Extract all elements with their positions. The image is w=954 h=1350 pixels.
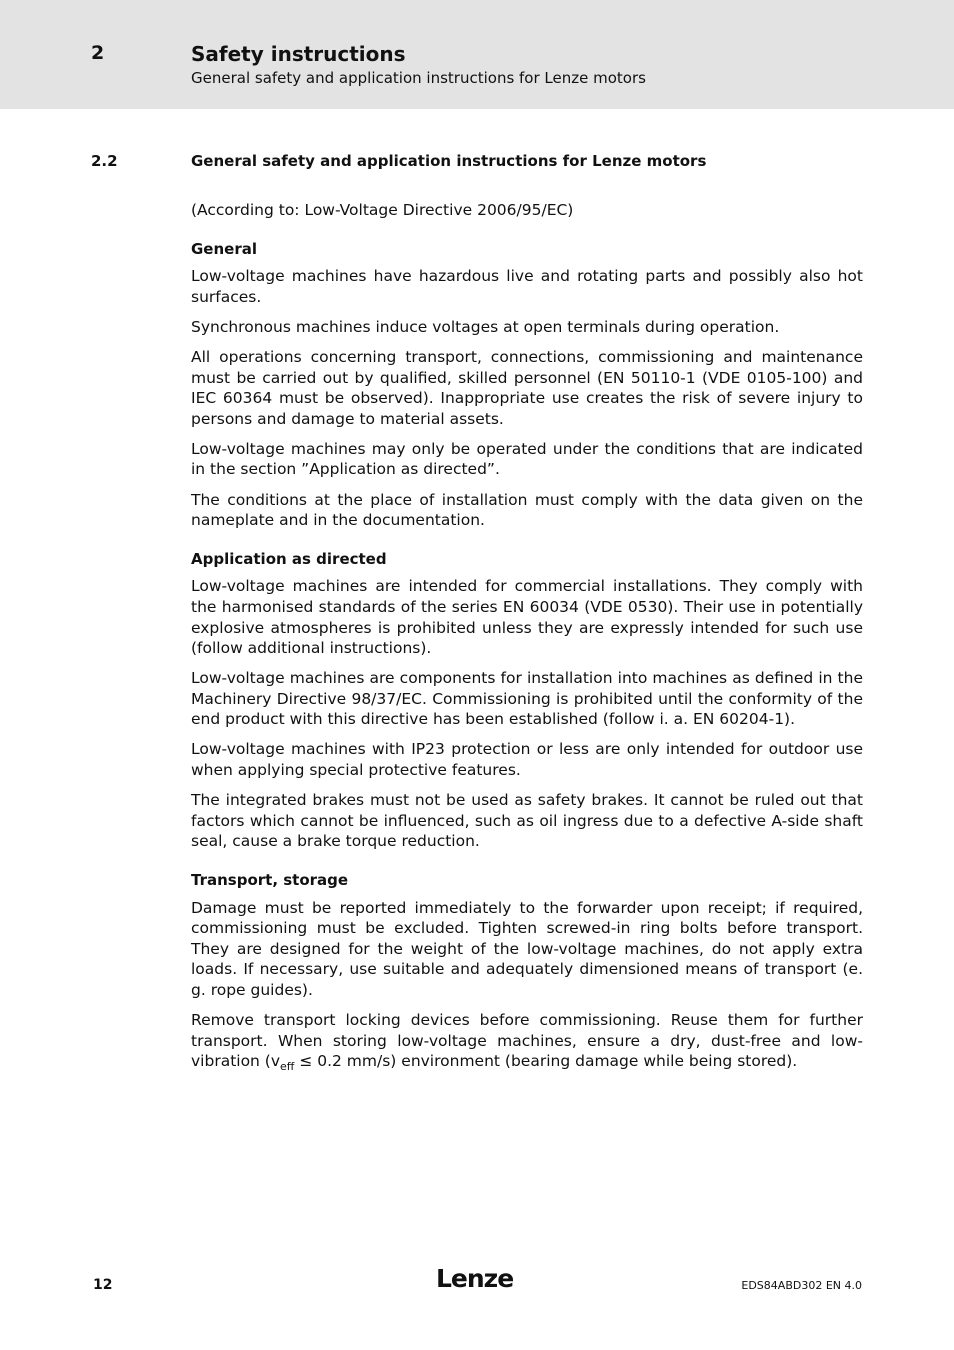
- general-paragraph: The conditions at the place of installation must comply with the data given on the nameplate and in the documentation.: [191, 490, 863, 530]
- chapter-title: Safety instructions: [191, 42, 406, 66]
- general-paragraph: Low-voltage machines may only be operated under the conditions that are indicated in the section ”Application as directed”.: [191, 439, 863, 479]
- chapter-number: 2: [91, 42, 105, 64]
- heading-general: General: [191, 239, 257, 258]
- section-body: [191, 200, 863, 1081]
- general-paragraph: Synchronous machines induce voltages at open terminals during operation.: [191, 317, 780, 336]
- section-number: 2.2: [91, 152, 118, 170]
- application-paragraph: Low-voltage machines are components for installation into machines as defined in the Machinery Directive 98/37/EC. Commissioning is prohibited until the conformity of the end product with this directive has been established (follow i. a. EN 60204-1).: [191, 669, 863, 729]
- heading-application: Application as directed: [191, 549, 387, 568]
- directive-reference: (According to: Low-Voltage Directive 2006/95/EC): [191, 201, 574, 219]
- application-paragraph: Low-voltage machines are intended for commercial installations. They comply with the harmonised standards of the series EN 60034 (VDE 0530). Their use in potentially explosive atmospheres is prohibited unless they are expressly intended for such use (follow additional instructions).: [191, 577, 863, 658]
- transport-paragraph: Damage must be reported immediately to the forwarder upon receipt; if required, commissioning must be excluded. Tighten screwed-in ring bolts before transport. They are designed for the weight of the low-voltage machines, do not apply extra loads. If necessary, use suitable and adequately dimensioned means of transport (e. g. rope guides).: [191, 898, 863, 999]
- application-paragraph: Low-voltage machines with IP23 protection or less are only intended for outdoor use when applying special protective features.: [191, 740, 863, 780]
- chapter-subtitle: General safety and application instructions for Lenze motors: [191, 69, 646, 87]
- transport-text-end: ≤ 0.2 mm/s) environment (bearing damage while being stored).: [294, 1052, 798, 1071]
- heading-transport: Transport, storage: [191, 870, 349, 889]
- general-paragraph: Low-voltage machines have hazardous live and rotating parts and possibly also hot surfaces.: [191, 267, 863, 306]
- section-title: General safety and application instructions for Lenze motors: [191, 152, 707, 170]
- application-paragraph: The integrated brakes must not be used as safety brakes. It cannot be ruled out that factors which cannot be influenced, such as oil ingress due to a defective A-side shaft seal, cause a brake torque reduction.: [191, 791, 863, 851]
- transport-text-start: Remove transport locking devices before commissioning. Reuse them for further transport. When storing low-voltage machines, ensure a dry, dust-free and low-vibration (v: [191, 1011, 863, 1071]
- transport-paragraph: [191, 1010, 863, 1072]
- page-number: 12: [93, 1277, 113, 1293]
- page-header: [0, 0, 954, 109]
- subscript-eff: eff: [280, 1060, 295, 1074]
- lenze-logo: Lenze: [436, 1264, 514, 1293]
- general-paragraph: All operations concerning transport, connections, commissioning and maintenance must be carried out by qualified, skilled personnel (EN 50110-1 (VDE 0105-100) and IEC 60364 must be observed). Inappropriate use creates the risk of severe injury to persons and damage to material assets.: [191, 347, 863, 428]
- document-id: EDS84ABD302 EN 4.0: [741, 1279, 862, 1292]
